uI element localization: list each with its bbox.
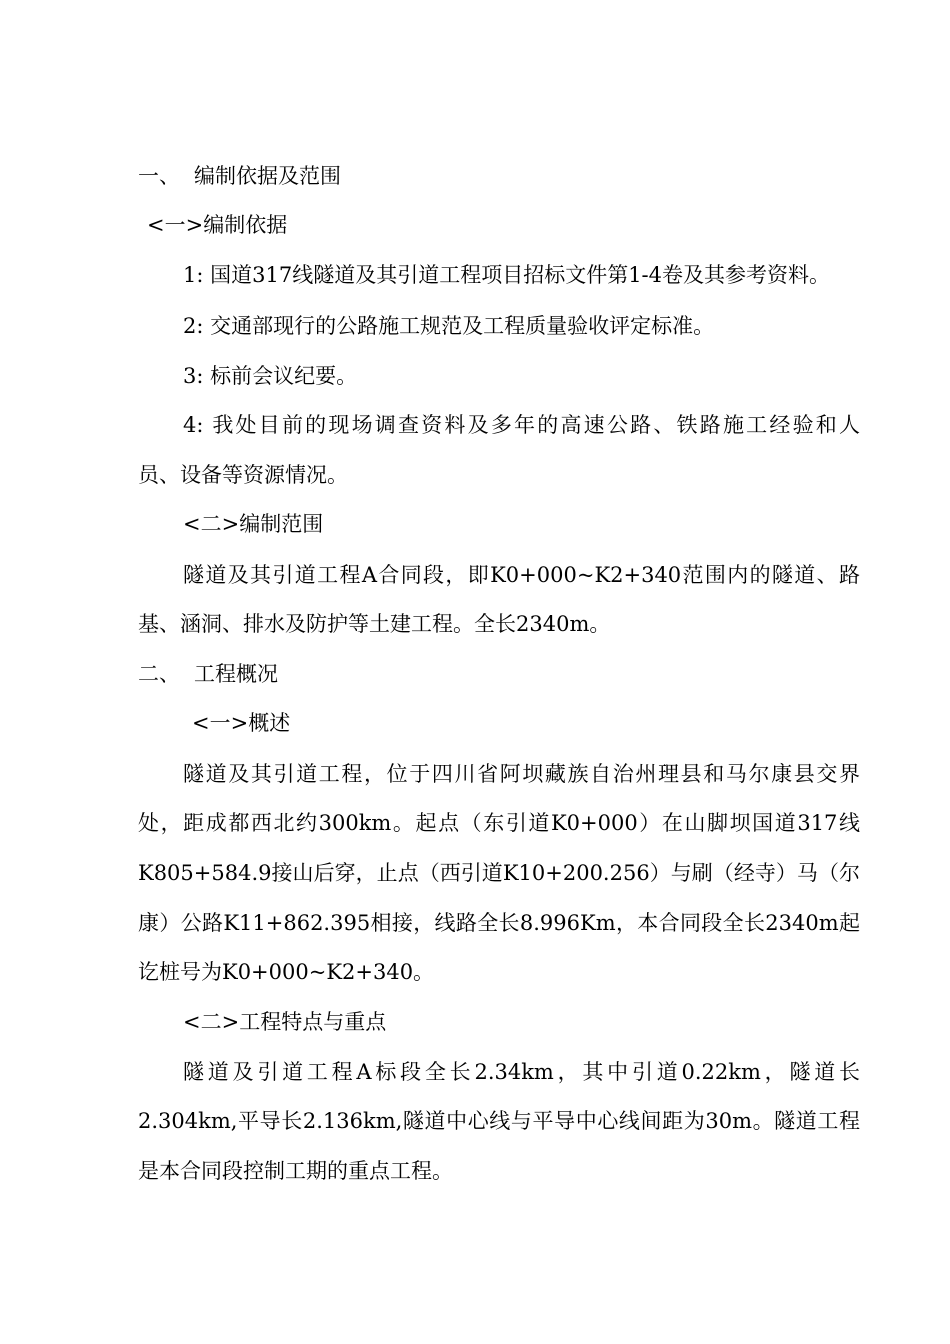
subsection-1-2-heading: <二>编制范围: [183, 512, 324, 536]
overview-para-line-1: 隧道及其引道工程，位于四川省阿坝藏族自治州理县和马尔康县交界: [183, 762, 860, 786]
overview-para-line-3: K805+584.9接山后穿，止点（西引道K10+200.256）与刷（经寺）马（尔: [138, 861, 860, 885]
basis-item-4-line-2: 员、设备等资源情况。: [138, 463, 348, 487]
basis-item-1: 1: 国道317线隧道及其引道工程项目招标文件第1-4卷及其参考资料。: [183, 263, 831, 287]
section-2-heading: [138, 659, 860, 689]
subsection-2-2-heading: <二>工程特点与重点: [183, 1010, 387, 1034]
section-1-title: 编制依据及范围: [194, 164, 341, 188]
features-para-line-1: 隧道及引道工程A标段全长2.34km，其中引道0.22km，隧道长: [183, 1060, 860, 1084]
overview-para-line-4: 康）公路K11+862.395相接，线路全长8.996Km，本合同段全长2340m起: [138, 911, 860, 935]
basis-item-4-line-1: 4: 我处目前的现场调查资料及多年的高速公路、铁路施工经验和人: [183, 413, 860, 437]
subsection-2-1-heading: <一>概述: [192, 711, 291, 735]
basis-item-2: 2: 交通部现行的公路施工规范及工程质量验收评定标准。: [183, 314, 715, 338]
overview-para-line-2: 处，距成都西北约300km。起点（东引道K0+000）在山脚坝国道317线: [138, 811, 860, 835]
features-para-line-3: 是本合同段控制工期的重点工程。: [138, 1159, 453, 1183]
overview-para-line-5: 讫桩号为K0+000~K2+340。: [138, 960, 435, 984]
subsection-1-1-heading: <一>编制依据: [147, 213, 288, 237]
scope-para-line-1: 隧道及其引道工程A合同段，即K0+000~K2+340范围内的隧道、路: [183, 563, 860, 587]
scope-para-line-2: 基、涵洞、排水及防护等土建工程。全长2340m。: [138, 612, 611, 636]
section-2-title: 工程概况: [194, 662, 278, 686]
section-1-number: 一、: [138, 164, 180, 188]
features-para-line-2: 2.304km,平导长2.136km,隧道中心线与平导中心线间距为30m。隧道工程: [138, 1109, 860, 1133]
basis-item-3: 3: 标前会议纪要。: [183, 364, 358, 388]
section-2-number: 二、: [138, 662, 180, 686]
section-1-heading: [138, 161, 860, 191]
